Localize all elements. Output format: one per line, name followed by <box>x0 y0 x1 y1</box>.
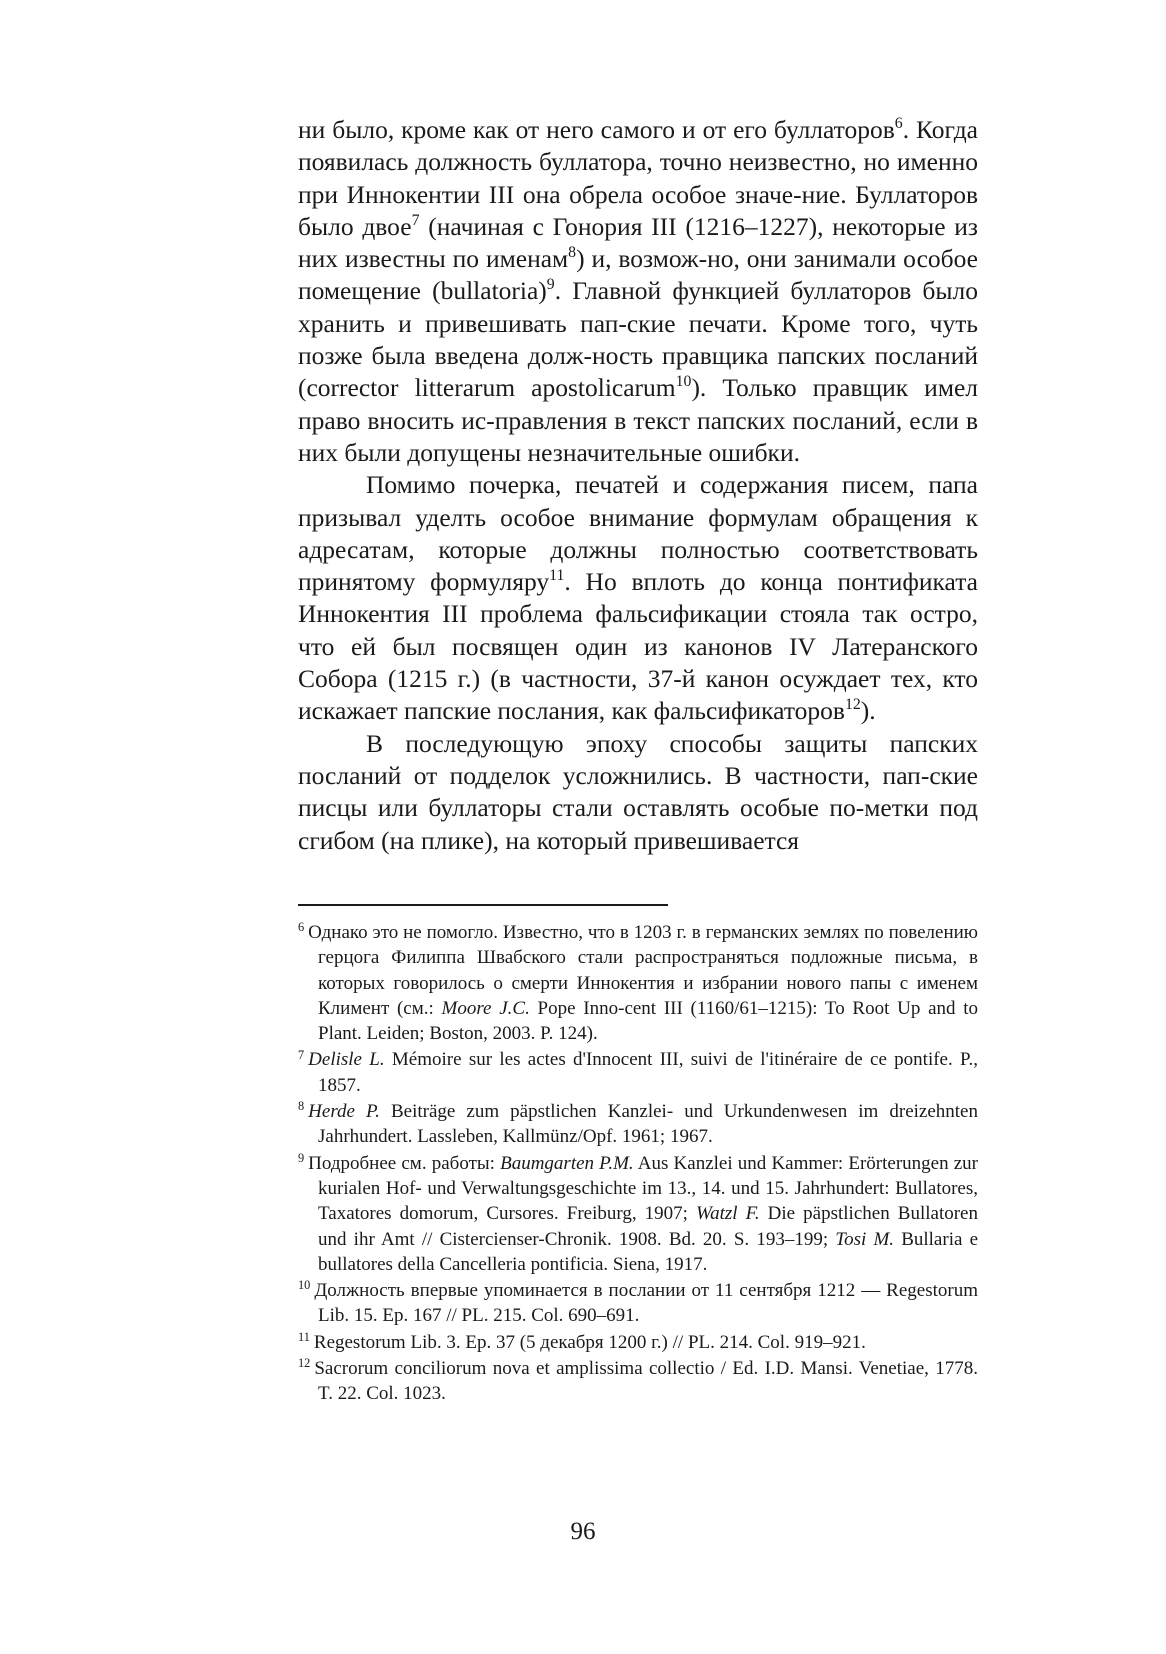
author-name: Watzl F. <box>696 1203 760 1225</box>
author-name: Baumgarten P.M. <box>500 1152 634 1174</box>
footnote-separator <box>298 904 668 906</box>
footnote-7: $^7$ Delisle L. Mémoire sur les actes d'Innocent III, suivi de l'itinéraire de ce pontife. P., 1857. <box>298 1047 978 1096</box>
footnote-ref-6[interactable]: 6 <box>894 115 903 133</box>
footnote-10: $^{10}$ Должность впервые упоминается в послании от 11 сентября 1212 — Regestorum Lib. 15. Ep. 167 // PL. 215. Col. 690–691. <box>298 1278 978 1327</box>
footnote-12: $^{12}$ Sacrorum conciliorum nova et amplissima collectio / Ed. I.D. Mansi. Venetiae, 1778. T. 22. Col. 1023. <box>298 1356 978 1405</box>
footnote-number: 11 <box>298 1329 310 1344</box>
author-name: Delisle L. <box>308 1049 385 1071</box>
paragraph-1: ни было, кроме как от него самого и от его буллаторов$^6$. Когда появилась должность буллатора, точно неизвестно, но именно при Иннокентии III она обрела особое значе-ние. Буллаторов было двое$^7$ (начиная с Гонория III (1216–1227), некоторые из них известны по именам$^8$) и, возмож-но, они занимали особое помещение (bullatoria)$^9$. Главной функцией буллаторов было хранить и привешивать пап-ские печати. Кроме того, чуть позже была введена долж-ность правщика папских посланий (corrector litterarum apostolicarum$^{10}$). Только правщик имел право вносить ис-правления в текст папских посланий, если в них были допущены незначительные ошибки. <box>298 115 979 467</box>
footnote-ref-8[interactable]: 8 <box>568 244 577 262</box>
footnote-number: 12 <box>298 1356 311 1371</box>
paragraph-3: В последующую эпоху способы защиты папских посланий от подделок усложнились. В частности, пап-ские писцы или буллаторы стали оставлять особые по-метки под сгибом (на плике), на который привешивается <box>298 728 978 855</box>
footnote-number: 10 <box>298 1278 311 1293</box>
footnotes <box>298 920 978 1408</box>
footnote-number: 7 <box>298 1047 305 1062</box>
footnote-ref-11[interactable]: 11 <box>549 567 565 585</box>
footnote-ref-10[interactable]: 10 <box>675 373 692 391</box>
paragraph-2: Помимо почерка, печатей и содержания писем, папа призывал уделть особое внимание формулам обращения к адресатам, которые должны полностью соответствовать принятому формуляру$^{11}$. Но вплоть до конца понтификата Иннокентия III проблема фальсификации стояла так остро, что ей был посвящен один из канонов IV Латеранского Собора (1215 г.) (в частности, 37-й канон осуждает тех, кто искажает папские послания, как фальсификаторов$^{12}$). <box>298 470 978 726</box>
footnote-number: 6 <box>298 920 305 935</box>
footnote-number: 9 <box>298 1150 305 1165</box>
footnote-9: $^9$ Подробнее см. работы: Baumgarten P.M. Aus Kanzlei und Kammer: Erörterungen zur kurialen Hof- und Verwaltungsgeschichte im 13., 14. und 15. Jahrhundert: Bullatores, Taxatores domorum, Cursores. Freiburg, 1907; Watzl F. Die päpstlichen Bullatoren und ihr Amt // Cistercienser-Chronik. 1908. Bd. 20. S. 193–199; Tosi M. Bullaria e bullatores della Cancelleria pontificia. Siena, 1917. <box>298 1150 979 1275</box>
footnote-ref-12[interactable]: 12 <box>844 696 861 714</box>
footnote-ref-9[interactable]: 9 <box>546 276 555 294</box>
footnote-ref-7[interactable]: 7 <box>411 212 420 230</box>
page-number: 96 <box>570 1518 596 1545</box>
footnote-6: $^6$ Однако это не помогло. Известно, что в 1203 г. в германских землях по повелению герцога Филиппа Швабского стали распространяться подложные письма, в которых говорилось о смерти Иннокентия и избрании нового папы с именем Климент (см.: Moore J.C. Pope Inno-cent III (1160/61–1215): To Root Up and to Plant. Leiden; Boston, 2003. P. 124). <box>298 920 979 1045</box>
author-name: Herde P. <box>308 1101 380 1123</box>
footnote-8: $^8$ Herde P. Beiträge zum päpstlichen Kanzlei- und Urkundenwesen im dreizehnten Jahrhundert. Lassleben, Kallmünz/Opf. 1961; 1967. <box>298 1099 978 1148</box>
footnote-number: 8 <box>298 1099 305 1114</box>
author-name: Tosi M. <box>835 1228 895 1250</box>
main-text <box>298 114 978 857</box>
author-name: Moore J.C. <box>441 997 530 1019</box>
footnote-11: $^{11}$ Regestorum Lib. 3. Ep. 37 (5 декабря 1200 г.) // PL. 214. Col. 919–921. <box>298 1329 866 1353</box>
